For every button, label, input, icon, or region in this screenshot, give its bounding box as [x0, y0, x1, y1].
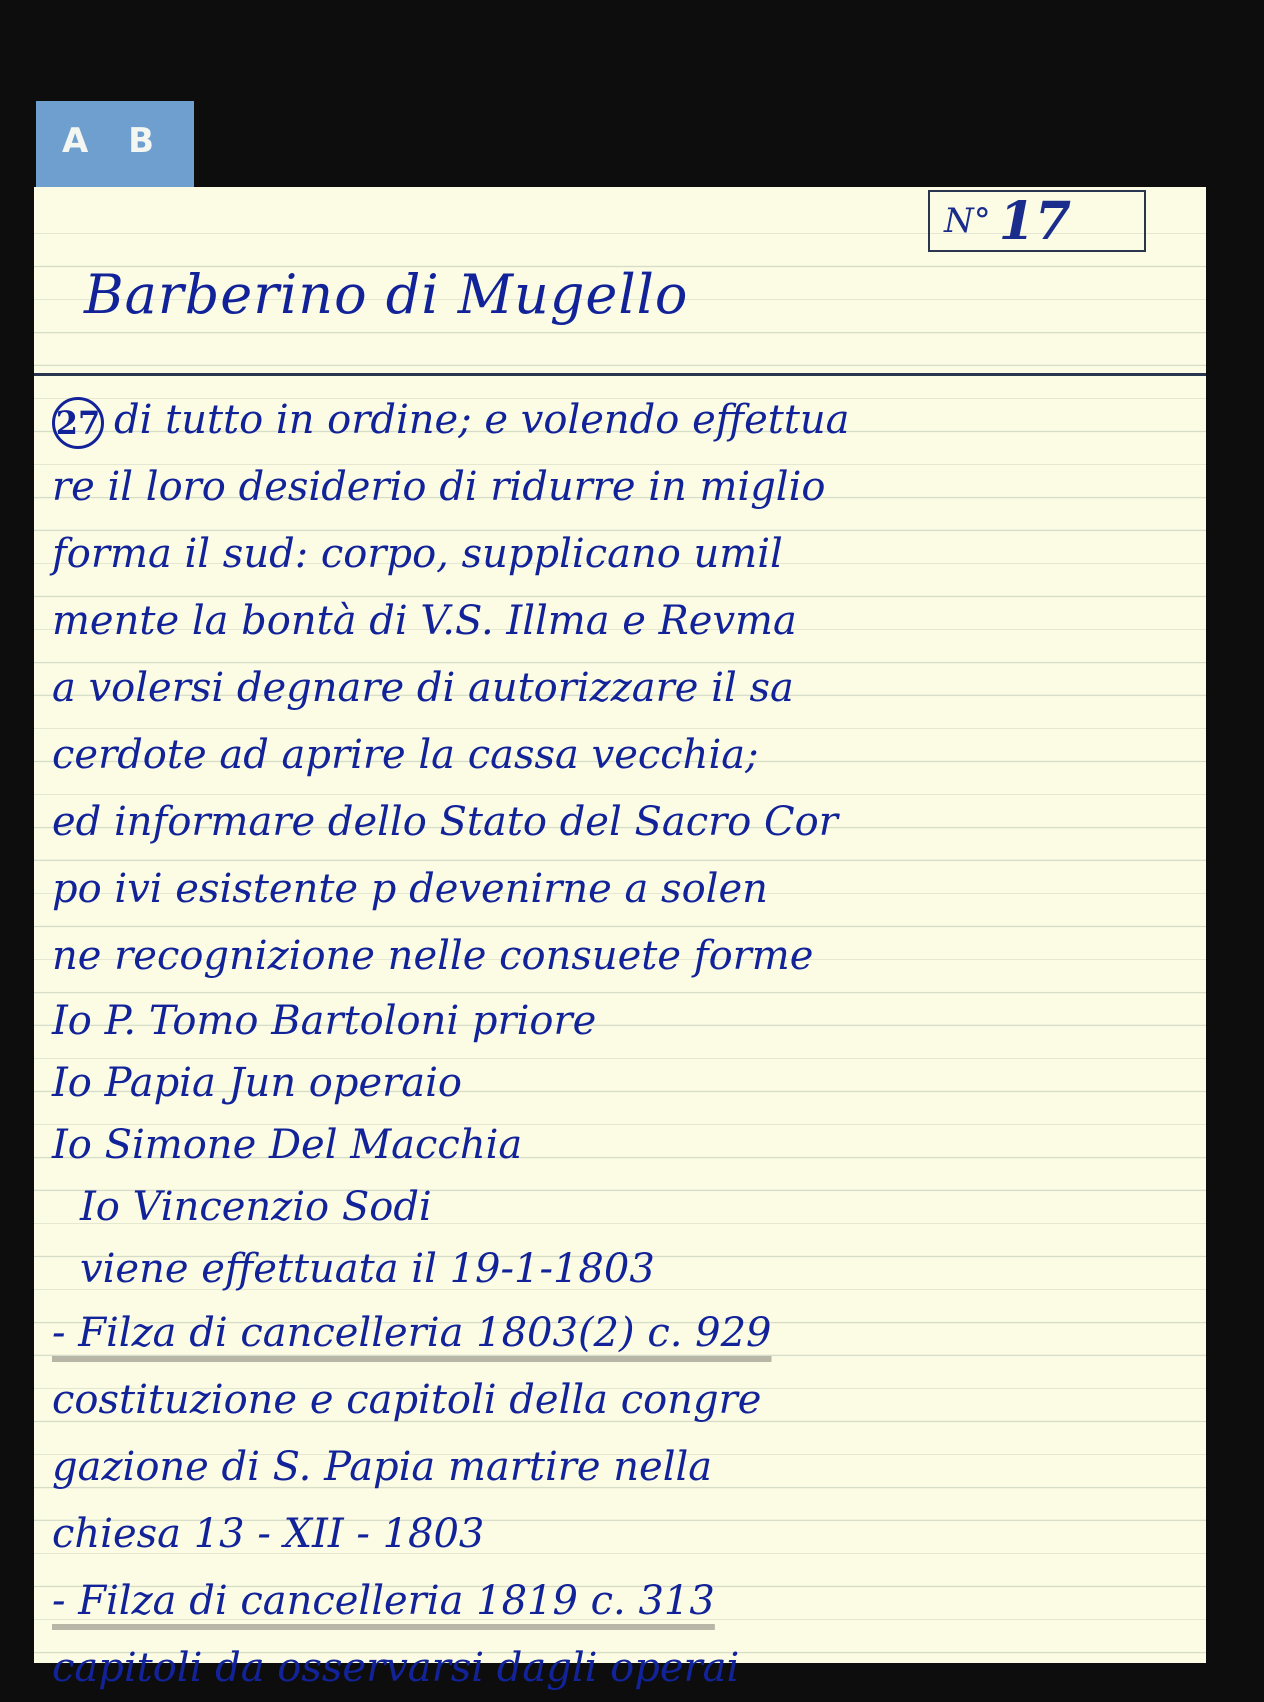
text-line: cerdote ad aprire la cassa vecchia; [52, 732, 759, 778]
archive-reference: - Filza di cancelleria 1803(2) c. 929 [52, 1310, 772, 1356]
header-divider [34, 373, 1206, 376]
reference-line [52, 1300, 1192, 1367]
text-line-content: di tutto in ordine; e volendo effettua [114, 397, 850, 443]
tab-label: A B [61, 121, 169, 161]
text-line: ed informare dello Stato del Sacro Cor [52, 799, 838, 845]
card-number-box [928, 190, 1146, 252]
signature-line: Io Papia Jun operaio [52, 1060, 462, 1106]
archive-reference: - Filza di cancelleria 1819 c. 313 [52, 1578, 715, 1624]
place-title: Barberino di Mugello [84, 263, 689, 326]
text-line: mente la bontà di V.S. Illma e Revma [52, 598, 797, 644]
card-index-tab [36, 101, 194, 187]
text-line [52, 387, 1192, 454]
reference-line [52, 1568, 1192, 1635]
text-line: ne recognizione nelle consuete forme [52, 933, 814, 979]
card-number-label: N° [944, 201, 991, 241]
text-line: chiesa 13 - XII - 1803 [52, 1511, 485, 1557]
text-line: forma il sud: corpo, supplicano umil [52, 531, 783, 577]
signature-line: Io Vincenzio Sodi [80, 1184, 432, 1230]
text-line: capitoli da osservarsi dagli operai [52, 1645, 740, 1691]
signature-line: Io Simone Del Macchia [52, 1122, 523, 1168]
text-line: costituzione e capitoli della congre [52, 1377, 762, 1423]
card-body [52, 387, 1192, 1702]
signature-line: Io P. Tomo Bartoloni priore [52, 998, 597, 1044]
card-number-value: 17 [998, 190, 1072, 252]
text-line: viene effettuata il 19-1-1803 [80, 1246, 655, 1292]
circled-number: 27 [52, 397, 104, 449]
text-line: gazione di S. Papia martire nella [52, 1444, 713, 1490]
text-line: re il loro desiderio di ridurre in miglio [52, 464, 826, 510]
text-line: a volersi degnare di autorizzare il sa [52, 665, 794, 711]
text-line: po ivi esistente p devenirne a solen [52, 866, 768, 912]
index-card [34, 187, 1206, 1691]
